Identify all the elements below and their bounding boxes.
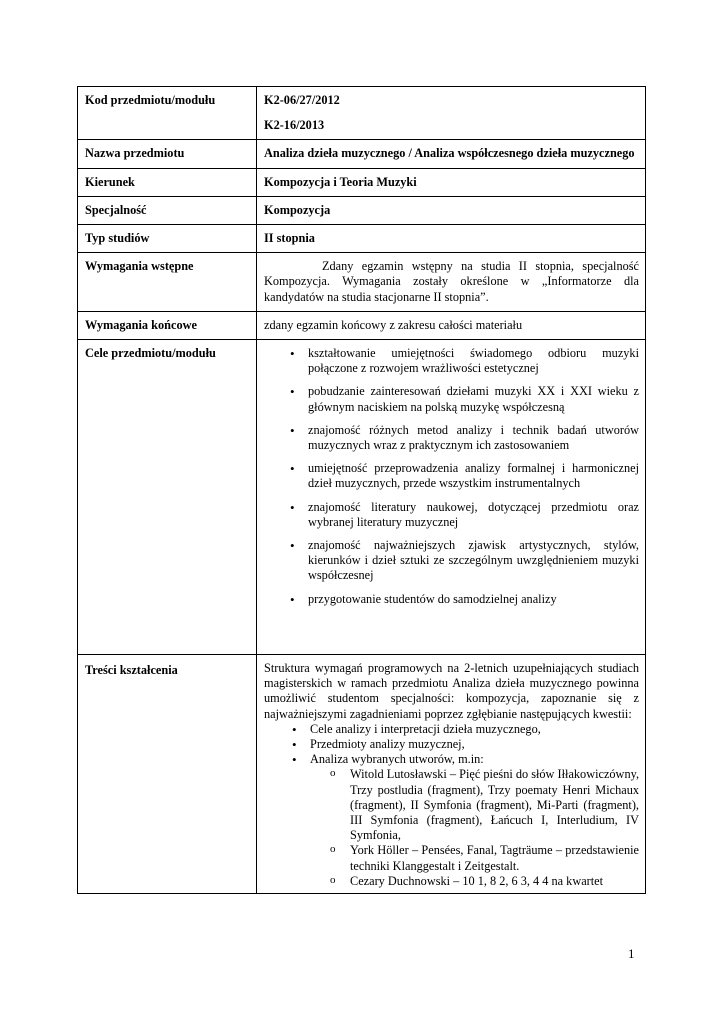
goal-item: • znajomość literatury naukowej, dotyczącej przedmiotu oraz wybranej literatury muzycznej xyxy=(308,500,639,530)
value-specialty: Kompozycja xyxy=(257,196,646,224)
value-content xyxy=(257,655,646,894)
topics-list xyxy=(264,722,639,889)
row-goals xyxy=(78,340,646,655)
content-intro: Struktura wymagań programowych na 2-letnich uzupełniających studiach magisterskich w ramach przedmiotu Analiza dzieła muzycznego powinna umożliwić studentom specjalności: kompozycja, zapoznanie się z najważniejszymi zagadnieniami poprzez zgłębianie następujących kwestii: xyxy=(264,661,639,721)
goals-list xyxy=(264,346,639,607)
label-prerequisites: Wymagania wstępne xyxy=(78,253,257,312)
value-final-requirements: zdany egzamin końcowy z zakresu całości materiału xyxy=(257,311,646,339)
code-2: K2-16/2013 xyxy=(264,118,325,133)
row-code xyxy=(78,87,646,140)
label-goals: Cele przedmiotu/modułu xyxy=(78,340,257,655)
row-prerequisites xyxy=(78,253,646,312)
label-name: Nazwa przedmiotu xyxy=(78,140,257,168)
label-specialty: Specjalność xyxy=(78,196,257,224)
topic-item xyxy=(310,752,639,889)
goal-item: • znajomość różnych metod analizy i technik badań utworów muzycznych wraz z praktycznym ich zastosowaniem xyxy=(308,423,639,453)
page-number: 1 xyxy=(628,946,635,961)
row-specialty xyxy=(78,196,646,224)
topic-item-label: Analiza wybranych utworów, m.in: xyxy=(310,752,484,767)
topic-item: • Cele analizy i interpretacji dzieła muzycznego, xyxy=(310,722,639,737)
label-code: Kod przedmiotu/modułu xyxy=(78,87,257,140)
label-study-type: Typ studiów xyxy=(78,225,257,253)
works-list xyxy=(310,767,639,889)
value-code xyxy=(257,87,646,140)
value-prerequisites: Zdany egzamin wstępny na studia II stopnia, specjalność Kompozycja. Wymagania zostały określone w „Informatorze dla kandydatów na studia stacjonarne II stopnia”. xyxy=(257,253,646,312)
work-item: o York Höller – Pensées, Fanal, Tagträume – przedstawienie techniki Klanggestalt i Zeitgestalt. xyxy=(350,843,639,873)
row-study-type xyxy=(78,225,646,253)
goal-item: • kształtowanie umiejętności świadomego odbioru muzyki połączone z rozwojem wrażliwości estetycznej xyxy=(308,346,639,376)
label-final-requirements: Wymagania końcowe xyxy=(78,311,257,339)
row-content xyxy=(78,655,646,894)
work-item: o Witold Lutosławski – Pięć pieśni do słów Iłłakowiczówny, Trzy postludia (fragment), Trzy poematy Henri Michaux (fragment), II Symfonia (fragment), Mi-Parti (fragment), III Symfonia (fragment), Łańcuch I, Interludium, IV Symfonia, xyxy=(350,767,639,843)
code-1: K2-06/27/2012 xyxy=(264,93,340,107)
label-field: Kierunek xyxy=(78,168,257,196)
goal-item: • pobudzanie zainteresowań dziełami muzyki XX i XXI wieku z głównym naciskiem na polską muzykę współczesną xyxy=(308,384,639,414)
value-goals xyxy=(257,340,646,655)
value-name: Analiza dzieła muzycznego / Analiza współczesnego dzieła muzycznego xyxy=(257,140,646,168)
goal-item: • umiejętność przeprowadzenia analizy formalnej i harmonicznej dzieł muzycznych, przede wszystkim instrumentalnych xyxy=(308,461,639,491)
goal-item: • przygotowanie studentów do samodzielnej analizy xyxy=(308,592,639,607)
value-field: Kompozycja i Teoria Muzyki xyxy=(257,168,646,196)
topic-item: • Przedmioty analizy muzycznej, xyxy=(310,737,639,752)
value-study-type: II stopnia xyxy=(257,225,646,253)
row-field xyxy=(78,168,646,196)
goal-item: • znajomość najważniejszych zjawisk artystycznych, stylów, kierunków i dzieł sztuki ze szczególnym uwzględnieniem muzyki współczesnej xyxy=(308,538,639,584)
label-content: Treści kształcenia xyxy=(78,655,257,894)
work-item: o Cezary Duchnowski – 10 1, 8 2, 6 3, 4 4 na kwartet xyxy=(350,874,639,889)
row-final-requirements xyxy=(78,311,646,339)
syllabus-table xyxy=(77,86,646,894)
row-name xyxy=(78,140,646,168)
